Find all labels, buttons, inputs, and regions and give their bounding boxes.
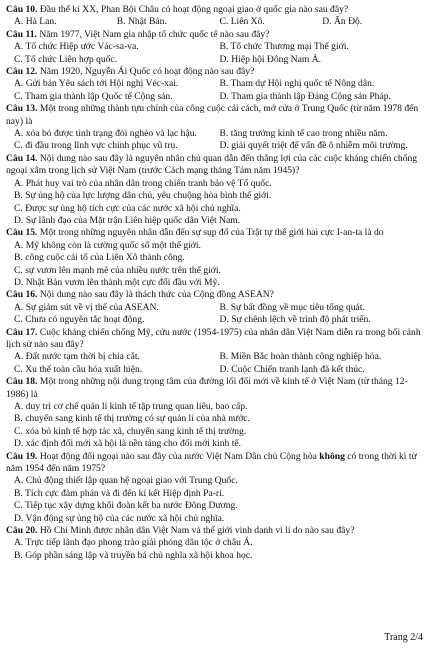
question-text: Cuộc kháng chiến chống Mỹ, cứu nước (1954-1975) của nhân dân Việt Nam diễn ra trong bối cảnh lịch sử nào sau đây? — [6, 326, 421, 350]
question-16 — [6, 289, 425, 326]
question-stem — [6, 103, 425, 128]
question-text: Đầu thế kỉ XX, Phan Bội Châu có hoạt động ngoại giao ở quốc gia nào sau đây? — [39, 4, 349, 15]
question-11 — [6, 29, 425, 66]
question-stem — [6, 525, 425, 537]
question-12 — [6, 66, 425, 103]
option-a: A. Đất nước tạm thời bị chia cắt. — [14, 351, 140, 363]
option-a: A. Tổ chức Hiệp ước Vác-sa-va. — [14, 41, 139, 53]
option-c: C. Tổ chức Liên hợp quốc. — [14, 53, 118, 65]
option-d: D. Cuộc Chiến tranh lạnh đã kết thúc. — [219, 363, 365, 375]
option-c: C. xóa bỏ kinh tế hợp tác xã, chuyển sang kinh tế thị trường. — [14, 425, 247, 437]
option-c: C. sự vươn lên mạnh mẽ của nhiều nước trên thế giới. — [14, 264, 221, 276]
question-19 — [6, 451, 425, 525]
question-number: Câu 18. — [6, 376, 38, 388]
question-text-before: Hoạt động đối ngoại nào sau đây của nước Việt Nam Dân chủ Cộng hòa — [39, 450, 317, 462]
options-row — [14, 302, 425, 314]
question-stem — [6, 289, 425, 301]
option-c: C. Liên Xô. — [219, 16, 265, 28]
option-a: A. Mỹ không còn là cường quốc số một thế giới. — [14, 239, 201, 251]
question-number: Câu 19. — [6, 450, 38, 462]
question-stem — [6, 66, 425, 78]
question-stem — [6, 29, 425, 41]
option-b: B. Sự ủng hộ của lực lượng dân chủ, yêu chuộng hòa bình thế giới. — [14, 190, 272, 202]
options-row — [14, 41, 425, 53]
option-c: C. Được sự ủng hộ tích cực của các nước xã hội chủ nghĩa. — [14, 202, 241, 214]
option-a: A. Trực tiếp lãnh đạo phong trào giải phóng dân tộc ở châu Á. — [14, 537, 253, 549]
option-b: B. tăng trưởng kinh tế cao trong nhiều năm. — [219, 128, 388, 140]
option-d: D. xác định đổi mới xã hội là nền tảng cho đổi mới kinh tế. — [14, 438, 242, 450]
option-a: A. xóa bỏ được tình trạng đói nghèo và lạc hậu. — [14, 128, 197, 140]
option-d: D. Sự lãnh đạo của Mặt trận Liên hiệp quốc dân Việt Nam. — [14, 214, 241, 226]
question-number: Câu 17. — [6, 326, 38, 338]
question-stem — [6, 376, 425, 401]
option-b: B. Miền Bắc hoàn thành công nghiệp hóa. — [219, 351, 382, 363]
question-text: Một trong những nguyên nhân dẫn đến sự sụp đổ của Trật tự thế giới hai cực I-an-ta là do — [39, 227, 384, 239]
option-a: A. Phát huy vai trò của nhân dân trong chiến tranh bảo vệ Tổ quốc. — [14, 177, 272, 189]
question-14 — [6, 153, 425, 227]
option-b: B. chuyển sang kinh tế thị trường có sự quản lí của nhà nước. — [14, 413, 250, 425]
question-text: Một trong những nội dung trọng tâm của đường lối đổi mới về kinh tế ở Việt Nam (từ tháng 12-1986) là — [6, 376, 408, 400]
question-18 — [6, 376, 425, 450]
option-d: D. Hiệp hội Đông Nam Á. — [219, 53, 322, 65]
option-b: B. Sự bất đồng về mục tiêu tổng quát. — [219, 301, 365, 313]
options-row — [14, 78, 425, 90]
option-c: C. Xu thế toàn cầu hóa xuất hiện. — [14, 363, 143, 375]
option-b: B. Góp phần sáng lập và truyền bá chủ nghĩa xã hội khoa học. — [14, 549, 253, 561]
page-number: Trang 2/4 — [384, 631, 423, 643]
question-number: Câu 20. — [6, 525, 38, 537]
question-number: Câu 16. — [6, 289, 38, 301]
question-20 — [6, 525, 425, 562]
question-number: Câu 11. — [6, 28, 37, 40]
option-c: C. Tiếp tục xây dựng khối đoàn kết ba nước Đông Dương. — [14, 500, 238, 512]
question-13 — [6, 103, 425, 153]
options-row — [14, 140, 425, 152]
option-a: A. Chủ động thiết lập quan hệ ngoại giao với Trung Quốc. — [14, 475, 238, 487]
question-15 — [6, 227, 425, 289]
question-17 — [6, 327, 425, 377]
question-number: Câu 13. — [6, 103, 38, 115]
option-a: A. duy trì cơ chế quản lí kinh tế tập trung quan liêu, bao cấp. — [14, 401, 248, 412]
option-d: D. Vận động sự ủng hộ của các nước xã hội chủ nghĩa. — [14, 512, 225, 524]
emphasis-not: không — [319, 450, 345, 462]
question-text: Một trong những thành tựu chính của công cuộc cải cách, mở cửa ở Trung Quốc (từ năm 1978 đến nay) là — [6, 103, 419, 127]
question-number: Câu 12. — [6, 66, 38, 78]
options-row — [14, 128, 425, 140]
option-a: A. Gửi bản Yêu sách tới Hội nghị Véc-xai. — [14, 78, 179, 90]
question-text: Năm 1977, Việt Nam gia nhập tổ chức quốc tế nào sau đây? — [39, 28, 270, 40]
question-stem — [6, 4, 425, 16]
option-c: C. Chưa có nguyên tắc hoạt động. — [14, 314, 145, 326]
option-c: C. Tham gia thành lập Quốc tế Cộng sản. — [14, 90, 173, 102]
question-number: Câu 14. — [6, 152, 38, 164]
options-row — [14, 54, 425, 66]
question-number: Câu 10. — [6, 4, 38, 15]
question-stem — [6, 451, 425, 476]
option-b: B. công cuộc cải tổ của Liên Xô thành công. — [14, 252, 185, 264]
option-d: D. Tham gia thành lập Đảng Cộng sản Pháp. — [219, 90, 391, 102]
option-d: D. Sự chênh lệch về trình độ phát triển. — [219, 314, 371, 326]
options-row — [14, 364, 425, 376]
question-number: Câu 15. — [6, 227, 38, 239]
question-text: Hồ Chí Minh được nhân dân Việt Nam và thế giới vinh danh vì lí do nào sau đây? — [39, 525, 355, 537]
option-b: B. Tham dự Hội nghị quốc tế Nông dân. — [219, 78, 375, 90]
option-d: D. Nhật Bản vươn lên thành một cực đối đầu với Mỹ. — [14, 276, 220, 288]
question-text: Nội dung nào sau đây là thách thức của Cộng đồng ASEAN? — [39, 289, 274, 301]
options-row — [14, 91, 425, 103]
question-text: Năm 1920, Nguyễn Ái Quốc có hoạt động nào sau đây? — [39, 66, 255, 78]
option-b: B. Nhật Bản. — [116, 16, 167, 28]
question-text-after: có trong thời kì từ năm 1954 đến năm 1975? — [6, 450, 417, 475]
option-a: A. Hà Lan. — [14, 16, 57, 28]
question-10 — [6, 4, 425, 29]
option-d: D. Ấn Độ. — [322, 16, 363, 28]
options-row — [14, 351, 425, 363]
option-a: A. Sự giảm sút về vị thế của ASEAN. — [14, 301, 159, 313]
options-row — [14, 314, 425, 326]
option-c: C. đi đầu trong lĩnh vực chinh phục vũ trụ. — [14, 140, 178, 152]
option-b: B. Tích cực đàm phán và đi đến kí kết Hiệp định Pa-ri. — [14, 487, 225, 499]
options-row — [14, 16, 425, 28]
question-stem — [6, 327, 425, 352]
option-d: D. giải quyết triệt để vấn đề ô nhiễm môi trường. — [219, 140, 408, 152]
question-stem — [6, 153, 425, 178]
option-b: B. Tổ chức Thương mại Thế giới. — [219, 41, 349, 53]
question-stem — [6, 227, 425, 239]
question-text: Nội dung nào sau đây là nguyên nhân chủ quan dẫn đến thắng lợi của các cuộc kháng chiến chống ngoại xâm trong lịch sử Việt Nam (trước Cách mạng tháng Tám năm 1945)? — [6, 152, 418, 177]
